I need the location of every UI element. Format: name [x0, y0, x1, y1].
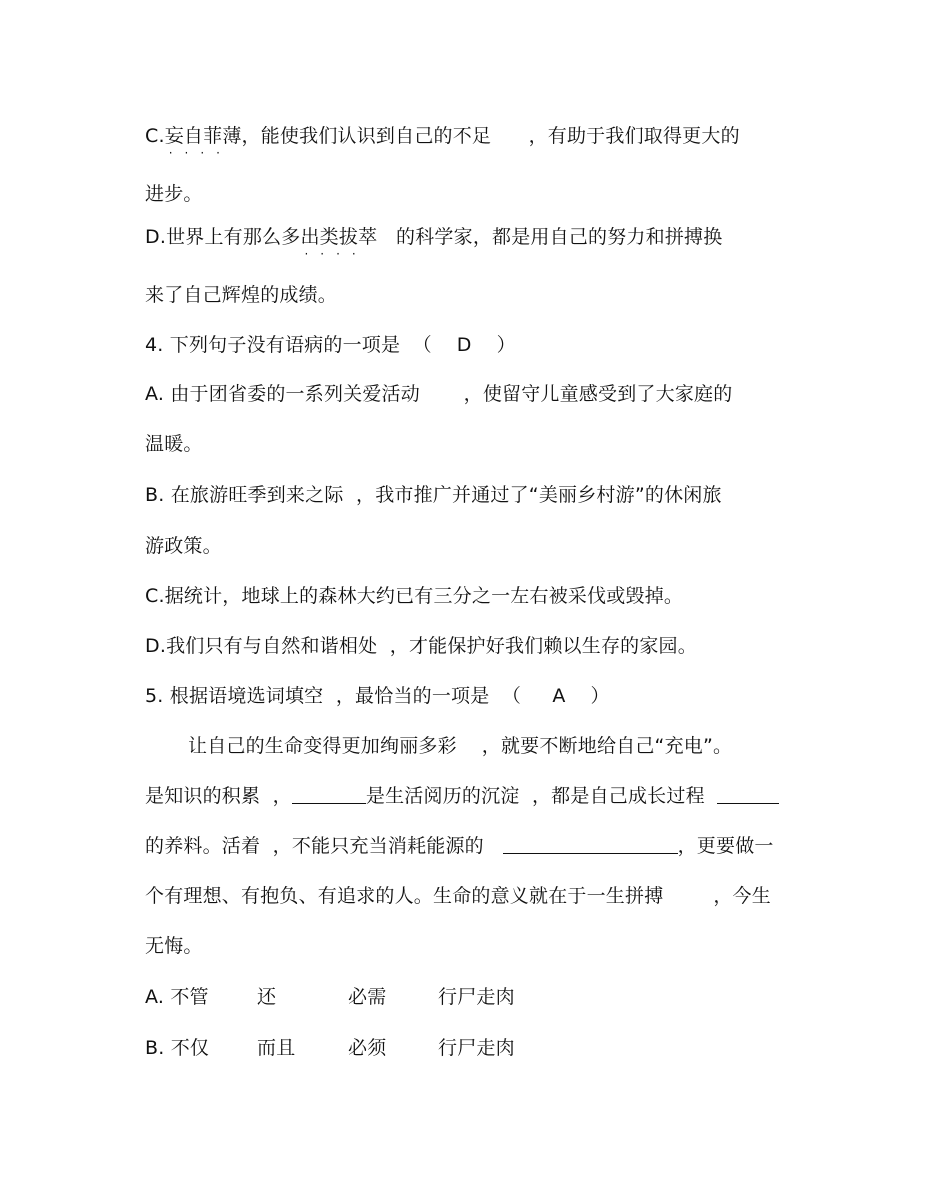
option-prefix: C.: [145, 125, 165, 147]
emphasis-dots: ····: [168, 146, 232, 160]
q5-passage-line4: 个有理想、有抱负、有追求的人。生命的意义就在于一生拼搏 ，今生: [145, 885, 771, 907]
q4-option-a-cont: 温暖。: [145, 433, 203, 455]
q5-option-a-word1: A. 不管: [145, 986, 209, 1008]
fill-blank: [292, 783, 366, 804]
q5-option-b-word4: 行尸走肉: [438, 1037, 515, 1059]
q4-option-b-cont: 游政策。: [145, 535, 222, 557]
q3-option-c-cont: 进步。: [145, 183, 203, 205]
q5-stem: 5. 根据语境选词填空 ，最恰当的一项是 （ A ）: [145, 685, 610, 707]
dotted-phrase: 妄自菲薄 ····: [164, 125, 242, 160]
q5-option-a-word2: 还: [257, 986, 277, 1008]
q5-passage-line5: 无悔。: [145, 935, 203, 957]
q5-passage-line2: 是知识的积累 ， 是生活阅历的沉淀 ，都是自己成长过程: [145, 783, 779, 809]
q3-option-c: C.妄自菲薄 ···· ，能使我们认识到自己的不足 ，有助于我们取得更大的: [145, 125, 740, 160]
q4-stem: 4. 下列句子没有语病的一项是 （ D ）: [145, 334, 516, 356]
q4-option-b: B. 在旅游旺季到来之际 ，我市推广并通过了“美丽乡村游”的休闲旅: [145, 484, 722, 506]
q5-passage-line1: 让自己的生命变得更加绚丽多彩 ，就要不断地给自己“充电”。: [188, 735, 733, 757]
q5-option-a-word4: 行尸走肉: [438, 986, 515, 1008]
q3-option-d: D.世界上有那么多出类拔萃 ···· 的科学家，都是用自己的努力和拼搏换: [145, 226, 723, 261]
fill-blank: [503, 833, 678, 854]
q4-option-c: C.据统计，地球上的森林大约已有三分之一左右被采伐或毁掉。: [145, 585, 684, 607]
q4-option-a: A. 由于团省委的一系列关爱活动 ，使留守儿童感受到了大家庭的: [145, 383, 733, 405]
emphasis-dots: ····: [304, 247, 368, 261]
q5-option-b-word1: B. 不仅: [145, 1037, 210, 1059]
q5-passage-line3: 的养料。活着 ，不能只充当消耗能源的 ，更要做一: [145, 835, 774, 857]
fill-blank: [717, 783, 779, 804]
dotted-phrase: 出类拔萃 ····: [300, 226, 378, 261]
q5-option-a-word3: 必需: [348, 986, 387, 1008]
q5-option-b-word2: 而且: [257, 1037, 296, 1059]
q4-option-d: D.我们只有与自然和谐相处 ，才能保护好我们赖以生存的家园。: [145, 635, 697, 657]
q5-option-b-word3: 必须: [348, 1037, 387, 1059]
q3-option-d-cont: 来了自己辉煌的成绩。: [145, 284, 338, 306]
